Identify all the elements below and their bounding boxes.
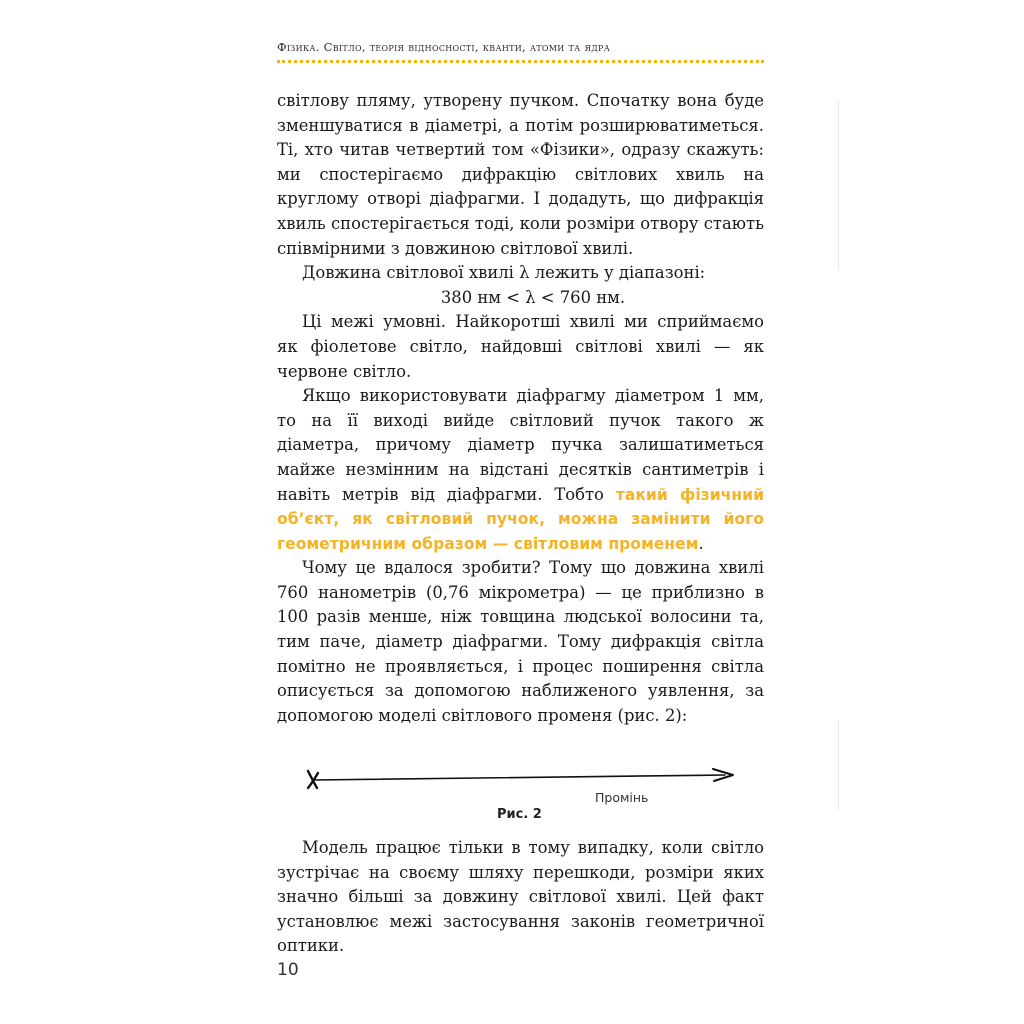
- paragraph-4-end: .: [698, 533, 704, 553]
- figure-caption: Рис. 2: [497, 807, 542, 822]
- page-edge-shadow: [838, 100, 839, 270]
- running-header: Фізика. Світло, теорія відносності, кванти, атоми та ядра: [277, 40, 611, 54]
- paragraph-4-start: Якщо використовувати діафрагму діаметром 1 мм, то на її виході вийде світловий пучок такого ж діаметра, причому діаметр пучка залишатиметься майже незмінним на відстані десятків сантиметрів і навіть метрів від діафрагми. Тобто: [277, 386, 764, 504]
- light-ray-diagram: [277, 760, 764, 800]
- paragraph-5: Чому це вдалося зробити? Тому що довжина хвилі 760 нанометрів (0,76 мікрометра) — це приблизно в 100 разів менше, ніж товщина людської волосини та, тим паче, діаметр діафрагми. Тому дифракція світла помітно не проявляється, і процес поширення світла описується за допомогою наближеного уявлення, за допомогою моделі світлового променя (рис. 2):: [277, 558, 764, 725]
- paragraph-3: Ці межі умовні. Найкоротші хвилі ми сприймаємо як фіолетове світло, найдовші світлові хвилі — як червоне світло.: [277, 312, 764, 381]
- paragraph-4: [277, 384, 764, 556]
- header-dotted-rule: [277, 60, 764, 63]
- ray-label: Промінь: [595, 790, 649, 805]
- paragraph-6: Модель працює тільки в тому випадку, коли світло зустрічає на своєму шляху перешкоди, розміри яких значно більші за довжину світлової хвилі. Цей факт установлює межі застосування законів геометричної оптики.: [277, 838, 764, 956]
- page-number: 10: [277, 960, 299, 980]
- wavelength-formula: 380 нм < λ < 760 нм.: [440, 287, 626, 307]
- ray-line: [313, 775, 725, 780]
- paragraph-1: світлову пляму, утворену пучком. Спочатку вона буде зменшуватися в діаметрі, а потім розширюватиметься. Ті, хто читав четвертий том «Фізики», одразу скажуть: ми спостерігаємо дифракцію світлових хвиль на круглому отворі діафрагми. І додадуть, що дифракція хвиль спостерігається тоді, коли розміри отвору стають співмірними з довжиною світлової хвилі.: [277, 91, 764, 258]
- main-text: [277, 89, 764, 728]
- paragraph-2: Довжина світлової хвилі λ лежить у діапазоні:: [302, 263, 706, 283]
- highlighted-definition: такий фізичний об’єкт, як світловий пучок, можна замінити його геометричним образом — світловим променем: [277, 485, 764, 553]
- main-text-continued: [277, 836, 764, 959]
- page-edge-shadow: [838, 720, 839, 810]
- figure-2: [277, 760, 764, 830]
